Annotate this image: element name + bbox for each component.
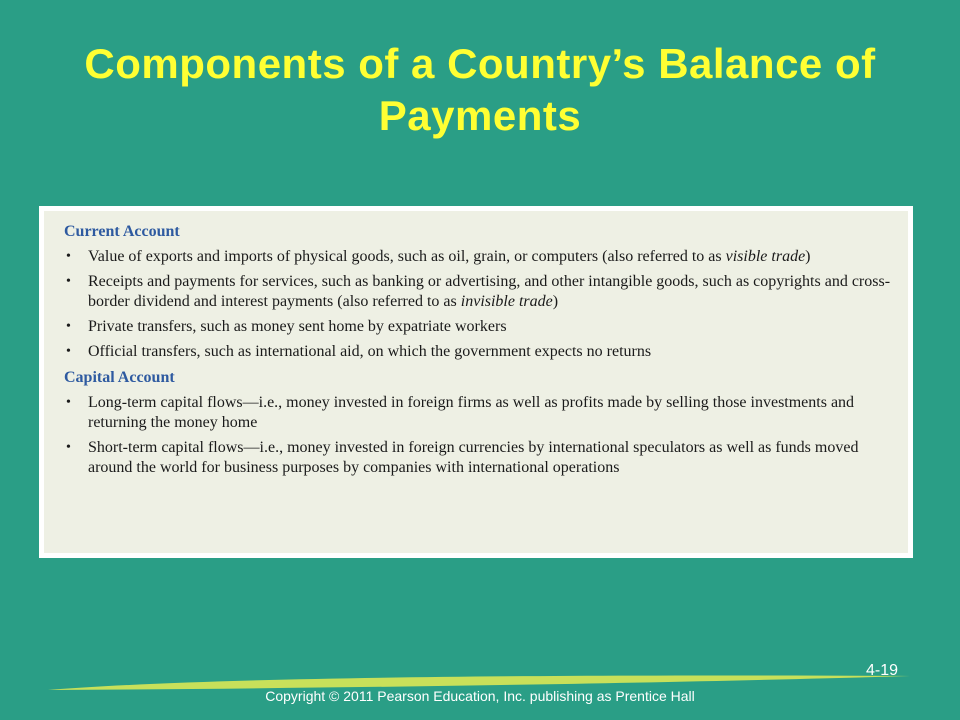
item-italic-term: invisible trade: [460, 293, 553, 310]
figure-frame: [39, 206, 913, 558]
item-text: Short-term capital flows—i.e., money invested in foreign currencies by international speculators as well as funds moved around the world for business purposes by companies with international operations: [88, 439, 859, 476]
bullet-icon: •: [66, 395, 71, 410]
list-item: [64, 247, 894, 267]
list-item: [64, 342, 894, 362]
item-text: Receipts and payments for services, such as banking or advertising, and other intangible goods, such as copyrights and cross-border dividend and interest payments (also referred to as: [88, 273, 891, 310]
item-tail: ): [552, 293, 559, 310]
list-item: [64, 317, 894, 337]
current-account-heading: Current Account: [64, 223, 180, 240]
item-text: Private transfers, such as money sent home by expatriate workers: [88, 318, 507, 335]
item-italic-term: visible trade: [725, 248, 806, 265]
item-text: Long-term capital flows—i.e., money invested in foreign firms as well as profits made by selling those investments and returning the money home: [88, 394, 855, 431]
list-item: [64, 438, 894, 478]
bullet-icon: •: [66, 344, 71, 359]
copyright-notice: Copyright © 2011 Pearson Education, Inc. publishing as Prentice Hall: [265, 688, 695, 704]
list-item: [64, 393, 894, 433]
item-text: Value of exports and imports of physical goods, such as oil, grain, or computers (also referred to as: [88, 248, 726, 265]
capital-account-list: [64, 393, 894, 478]
bullet-icon: •: [66, 440, 71, 455]
capital-account-heading: Capital Account: [64, 369, 175, 386]
slide-title: Components of a Country’s Balance of Payments: [84, 40, 876, 139]
bullet-icon: •: [66, 274, 71, 289]
item-text: Official transfers, such as international aid, on which the government expects no returns: [88, 343, 652, 360]
list-item: [64, 272, 894, 312]
balance-of-payments-table: [44, 211, 908, 553]
slide-number: 4-19: [865, 662, 898, 679]
bullet-icon: •: [66, 249, 71, 264]
bullet-icon: •: [66, 319, 71, 334]
current-account-list: [64, 247, 894, 362]
item-tail: ): [805, 248, 811, 265]
